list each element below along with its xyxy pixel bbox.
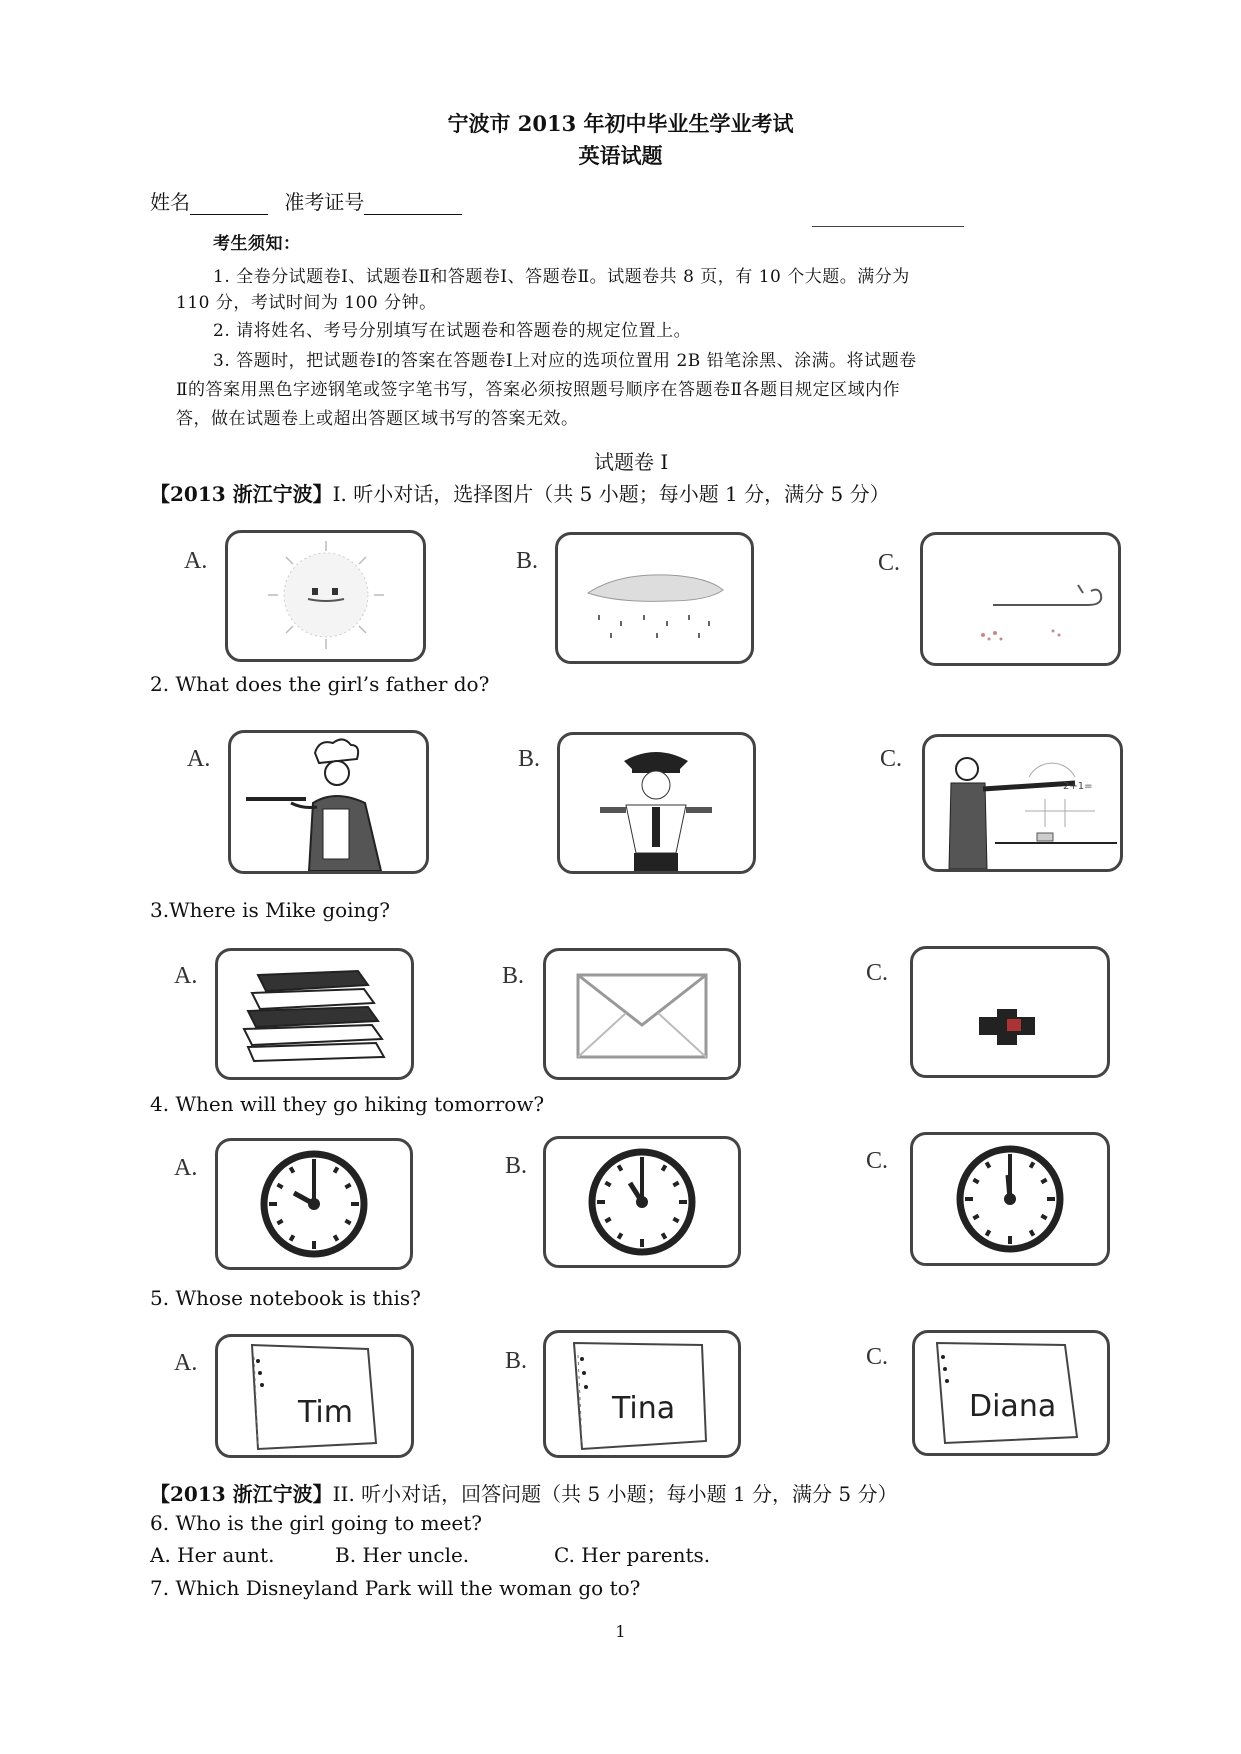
q1-option-c-windy-picture xyxy=(920,532,1121,666)
exam-subtitle: 英语试题 xyxy=(578,143,663,168)
red-cross-icon xyxy=(913,949,1107,1075)
q1-option-a-sunny-picture xyxy=(225,530,426,662)
q5-option-a-letter: A. xyxy=(174,1350,198,1376)
policeman-icon xyxy=(560,735,753,871)
clock-icon xyxy=(218,1141,410,1267)
question-7: 7. Which Disneyland Park will the woman go to? xyxy=(150,1576,641,1600)
question-5: 5. Whose notebook is this? xyxy=(150,1286,421,1310)
section-1-tag: 【2013 浙江宁波】 xyxy=(150,482,333,506)
clock-icon xyxy=(546,1139,738,1265)
q6-option-b: B. Her uncle. xyxy=(335,1543,470,1567)
q5-option-c-letter: C. xyxy=(866,1344,889,1370)
section-2-heading xyxy=(150,1478,897,1507)
question-4: 4. When will they go hiking tomorrow? xyxy=(150,1092,545,1116)
notice-line-2: 110 分，考试时间为 100 分钟。 xyxy=(176,293,437,313)
question-2: 2. What does the girl’s father do? xyxy=(150,672,490,696)
id-blank xyxy=(364,194,462,215)
sun-icon xyxy=(228,533,423,659)
question-3: 3.Where is Mike going? xyxy=(150,898,390,922)
q4-option-a-letter: A. xyxy=(174,1155,198,1181)
notice-line-1: 1. 全卷分试题卷Ⅰ、试题卷Ⅱ和答题卷Ⅰ、答题卷Ⅱ。试题卷共 8 页，有 10 个大题。满分为 xyxy=(213,267,910,287)
question-6: 6. Who is the girl going to meet? xyxy=(150,1511,483,1535)
q2-option-c-teacher-picture xyxy=(922,734,1123,872)
q4-option-c-clock-picture xyxy=(910,1132,1110,1266)
top-right-rule xyxy=(812,226,964,227)
q5-option-b-notebook-picture xyxy=(543,1330,741,1458)
notice-line-3: 2. 请将姓名、考号分别填写在试题卷和答题卷的规定位置上。 xyxy=(213,321,692,341)
q3-option-c-hospital-picture xyxy=(910,946,1110,1078)
teacher-icon xyxy=(925,737,1120,869)
rain-cloud-icon xyxy=(558,535,751,661)
q5-option-b-letter: B. xyxy=(505,1348,528,1374)
q4-option-b-clock-picture xyxy=(543,1136,741,1268)
q1-option-c-letter: C. xyxy=(878,550,901,576)
section-2-text: II. 听小对话，回答问题（共 5 小题；每小题 1 分，满分 5 分） xyxy=(332,1482,898,1506)
q3-option-c-letter: C. xyxy=(866,960,889,986)
page-number: 1 xyxy=(615,1622,626,1641)
section-2-tag: 【2013 浙江宁波】 xyxy=(150,1482,333,1506)
q1-option-b-letter: B. xyxy=(516,548,539,574)
section-1-text: I. 听小对话，选择图片（共 5 小题；每小题 1 分，满分 5 分） xyxy=(332,482,890,506)
q4-option-b-letter: B. xyxy=(505,1153,528,1179)
paper-label: 试题卷 I xyxy=(594,450,669,474)
books-icon xyxy=(218,951,411,1077)
candidate-info-row xyxy=(150,186,462,215)
q5-option-a-notebook-picture xyxy=(215,1334,414,1458)
q2-option-a-cook-picture xyxy=(228,730,429,874)
q3-option-a-library-picture xyxy=(215,948,414,1080)
q1-option-a-letter: A. xyxy=(184,548,208,574)
q3-option-a-letter: A. xyxy=(174,963,198,989)
q3-option-b-letter: B. xyxy=(502,963,525,989)
name-label: 姓名 xyxy=(150,190,190,214)
notice-line-4: 3. 答题时，把试题卷Ⅰ的答案在答题卷Ⅰ上对应的选项位置用 2B 铅笔涂黑、涂满。将试题卷 xyxy=(213,351,917,371)
q2-option-b-policeman-picture xyxy=(557,732,756,874)
wind-icon xyxy=(923,535,1118,663)
q4-option-a-clock-picture xyxy=(215,1138,413,1270)
q6-option-c: C. Her parents. xyxy=(554,1543,711,1567)
svg-text:2+1=: 2+1= xyxy=(1063,781,1093,792)
q2-option-a-letter: A. xyxy=(187,746,211,772)
exam-title: 宁波市 2013 年初中毕业生学业考试 xyxy=(447,111,794,136)
notice-heading: 考生须知： xyxy=(213,234,301,254)
notice-line-5: Ⅱ的答案用黑色字迹钢笔或签字笔书写，答案必须按照题号顺序在答题卷Ⅱ各题目规定区域内作 xyxy=(176,380,901,400)
q6-option-a: A. Her aunt. xyxy=(150,1543,275,1567)
notebook-name-tina: Tina xyxy=(612,1391,676,1426)
cook-icon xyxy=(231,733,426,871)
notebook-name-diana: Diana xyxy=(969,1389,1057,1424)
q1-option-b-rainy-picture xyxy=(555,532,754,664)
q5-option-c-notebook-picture xyxy=(912,1330,1110,1456)
envelope-icon xyxy=(546,951,738,1077)
q2-option-c-letter: C. xyxy=(880,746,903,772)
notebook-name-tim: Tim xyxy=(298,1395,353,1430)
id-label: 准考证号 xyxy=(284,190,365,214)
section-1-heading xyxy=(150,478,890,507)
q2-option-b-letter: B. xyxy=(518,746,541,772)
q3-option-b-post-office-picture xyxy=(543,948,741,1080)
name-blank xyxy=(190,194,268,215)
clock-icon xyxy=(913,1135,1107,1263)
notice-line-6: 答，做在试题卷上或超出答题区域书写的答案无效。 xyxy=(176,409,579,429)
q4-option-c-letter: C. xyxy=(866,1148,889,1174)
